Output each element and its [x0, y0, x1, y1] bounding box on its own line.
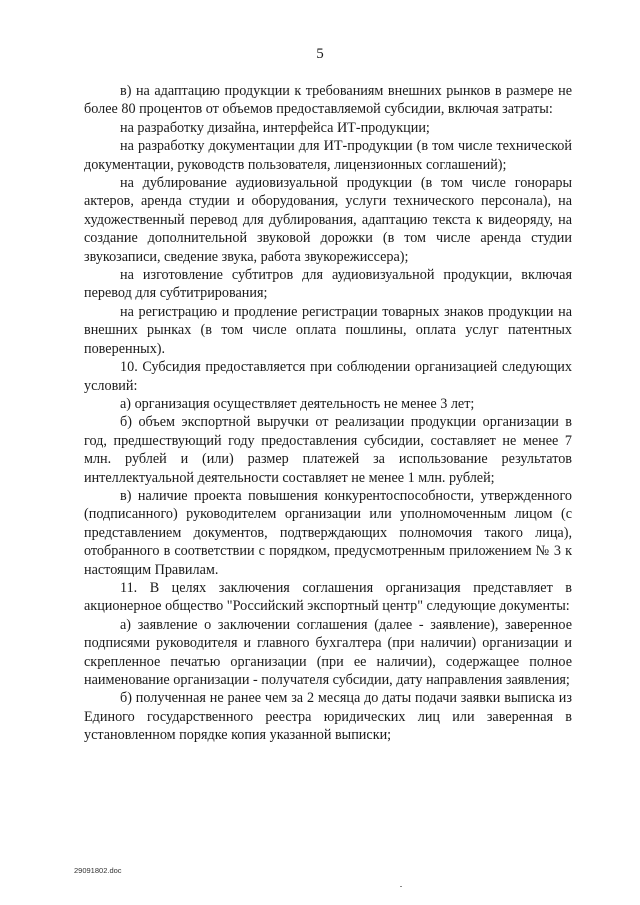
paragraph: на изготовление субтитров для аудиовизуальной продукции, включая перевод для субтитрирования; — [84, 267, 572, 302]
scan-speck — [400, 886, 402, 887]
paragraph: на дублирование аудиовизуальной продукции (в том числе гонорары актеров, аренда студии и оборудования, услуги технического персонала), на художественный перевод для дублирования, адаптацию текста к видеоряду, на создание дополнительной звуковой дорожки (в том числе аренда студии звукозаписи, сведение звука, работа звукорежиссера); — [84, 175, 572, 265]
file-name-footer: 29091802.doc — [74, 866, 122, 875]
paragraph: а) заявление о заключении соглашения (далее - заявление), заверенное подписями руководителя и главного бухгалтера (при наличии) организации и скрепленное печатью организации (при ее наличии), содержащее полное наименование организации - получателя субсидии, дату направления заявления; — [84, 616, 572, 688]
paragraph: на регистрацию и продление регистрации товарных знаков продукции на внешних рынках (в том числе оплата пошлины, оплата услуг патентных поверенных). — [84, 303, 572, 357]
document-body — [84, 82, 572, 745]
paragraph: в) на адаптацию продукции к требованиям внешних рынков в размере не более 80 процентов от объемов предоставляемой субсидии, включая затраты: — [84, 83, 572, 118]
paragraph: на разработку документации для ИТ-продукции (в том числе технической документации, руководств пользователя, лицензионных соглашений); — [84, 138, 572, 173]
paragraph: б) объем экспортной выручки от реализации продукции организации в год, предшествующий году предоставления субсидии, составляет не менее 7 млн. рублей и (или) размер платежей за использование результатов интеллектуальной деятельности составляет не менее 1 млн. рублей; — [84, 414, 572, 486]
paragraph: на разработку дизайна, интерфейса ИТ-продукции; — [120, 119, 430, 136]
page-number: 5 — [316, 46, 324, 62]
paragraph: б) полученная не ранее чем за 2 месяца до даты подачи заявки выписка из Единого государственного реестра юридических лиц или заверенная в установленном порядке копия указанной выписки; — [84, 690, 572, 744]
paragraph: 10. Субсидия предоставляется при соблюдении организацией следующих условий: — [84, 359, 572, 394]
paragraph: а) организация осуществляет деятельность не менее 3 лет; — [120, 395, 475, 412]
paragraph: в) наличие проекта повышения конкурентоспособности, утвержденного (подписанного) руководителем организации или уполномоченным лицом (с представлением документов, подтверждающих полномочия такого лица), отобранного в соответствии с порядком, предусмотренным приложением № 3 к настоящим Правилам. — [84, 487, 572, 578]
paragraph: 11. В целях заключения соглашения организация представляет в акционерное общество "Российский экспортный центр" следующие документы: — [84, 579, 572, 615]
